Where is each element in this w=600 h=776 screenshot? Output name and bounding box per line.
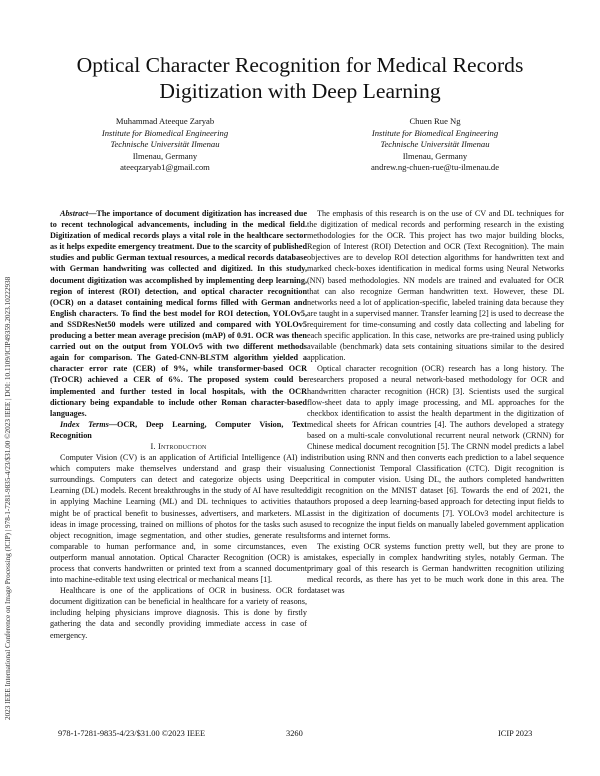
author-email: ateeqzaryab1@gmail.com	[120, 162, 210, 172]
paper-title: Optical Character Recognition for Medical Records Digitization with Deep Learning	[76, 53, 524, 103]
index-terms-text: —OCR, Deep Learning, Computer Vision, Text Recognition	[50, 419, 307, 440]
paragraph: Healthcare is one of the applications of OCR in business. OCR for document digitization can be beneficial in healthcare for a variety of reasons, including helping physicians improve diagnosis. This is done by firstly gathering the data and secondly providing immediate access in case of emergency.	[50, 586, 307, 640]
paragraph: The existing OCR systems function pretty well, but they are prone to mistakes, especially in complex handwriting styles, notably German. The primary goal of this research is German handwritten recognition utilizing medical records, as there has yet to be much work done in this area. The dataset was	[307, 541, 564, 596]
author-institute: Institute for Biomedical Engineering	[371, 127, 499, 138]
left-column	[50, 208, 307, 641]
index-terms	[50, 419, 307, 441]
abstract	[50, 208, 307, 419]
index-terms-lead: Index Terms	[60, 419, 109, 429]
author-name: Chuen Rue Ng	[409, 116, 461, 126]
right-column	[307, 208, 564, 596]
side-identifier	[2, 150, 16, 720]
section-heading: I. Introduction	[150, 441, 207, 451]
footer-conference: ICIP 2023	[498, 729, 533, 738]
paragraph: Computer Vision (CV) is an application of Artificial Intelligence (AI) in which computers make themselves understand and grasp their visual surroundings. Computers can detect and categorize objects using Deep Learning (DL) models. Recent breakthroughs in the study of AI have resulted in applying Machine Learning (ML) and DL techniques to activities that might be of practical benefit to businesses, advertisers, and marketers. ML ideas in image processing, trained on millions of photos for the tasks such as object recognition, image segmentation, and other studies, generate results comparable to human performance and, in some circumstances, even outperform manual annotation. Optical Character Recognition (OCR) is a process that converts handwritten or printed text from a scanned document into machine-editable text using electrical or mechanical means [1].	[50, 453, 307, 585]
author-block-2	[320, 116, 550, 174]
paragraph: Optical character recognition (OCR) research has a long history. The researchers proposed a neural network-based methodology for OCR and handwritten character recognition (HCR) [3]. Scientists used the surgical flow-sheet data to apply image processing, and ML approaches for the checkbox identification to assist the health department in the digitization of medical sheets for African countries [4]. The authors developed a strategy based on a multi-scale convolutional recurrent neural network (CRNN) for Chinese medical document recognition [5]. The CRNN model predicts a label distribution using RNN and then converts each prediction to a label sequence using Connectionist Temporal Classification (CTC). Digit recognition is critical in computer vision. Using DL, the authors completed handwritten digit recognition on the MNIST dataset [6]. Towards the end of 2021, the authors proposed a deep learning-based approach for detecting input fields to assist in the digitization of documents [7]. YOLOv3 model architecture is used to recognize the input fields on manually labeled government application forms and internet forms.	[307, 364, 564, 540]
footer-isbn: 978-1-7281-9835-4/23/$31.00 ©2023 IEEE	[58, 729, 206, 738]
footer-page-number: 3260	[286, 729, 303, 738]
author-location: Ilmenau, Germany	[402, 150, 468, 161]
author-location: Ilmenau, Germany	[132, 150, 198, 161]
author-university: Technische Universität Ilmenau	[110, 139, 220, 149]
author-university: Technische Universität Ilmenau	[380, 139, 490, 149]
abstract-text: —The importance of document digitization has increased due to recent technological advancements, including in the medical field. Digitization of medical records plays a vital role in the healthcare sector as it helps expedite emergency treatment. Due to the scarcity of published studies and public German textual resources, a medical records database with German handwriting was collected and digitized. In this study, document digitization was accomplished by implementing deep learning, region of interest (ROI) detection, and optical character recognition (OCR) on a dataset containing medical forms filled with German and English characters. To find the best model for ROI detection, YOLOv5, and SSDResNet50 models were utilized and compared with YOLOv5 producing a better mean average precision (mAP) of 0.91. OCR was then carried out on the output from YOLOv5 with two different methods again for comparison. The Gated-CNN-BLSTM algorithm yielded a character error rate (CER) of 9%, while transformer-based OCR (TrOCR) achieved a CER of 6%. The proposed system could be implemented and further tested in local hospitals, with the OCR dictionary being expandable to include other Roman character-based languages.	[50, 209, 307, 418]
author-institute: Institute for Biomedical Engineering	[101, 127, 229, 138]
author-email: andrew.ng-chuen-rue@tu-ilmenau.de	[370, 162, 500, 172]
side-identifier-text: 2023 IEEE International Conference on Image Processing (ICIP) | 978-1-7281-9835-4/23/$31.00 ©2023 IEEE | DOI: 10.1109/ICIP49359.2023.10222938	[4, 276, 12, 720]
paragraph: The emphasis of this research is on the use of CV and DL techniques for the digitization of medical records and performing research in the existing methodologies for the OCR. This project has two major building blocks, Region of Interest (ROI) Detection and OCR (Text Recognition). The main objectives are to develop ROI detection algorithms for handwritten text and marked check-boxes identification in medical forms using Neural Networks (NN) based methodologies. NN models are trained and evaluated for OCR that can also recognize German handwritten text. However, these DL networks need a lot of application-specific, labeled training data because they are taught in a supervised manner. Transfer learning [2] is used to decrease the requirement for time-consuming and costly data collecting and labeling for each specific application. In this case, networks are pre-trained using publicly available (benchmark) data sets containing situations similar to the desired application.	[307, 209, 564, 363]
author-block-1	[50, 116, 280, 174]
author-name: Muhammad Ateeque Zaryab	[115, 116, 215, 126]
abstract-lead: Abstract	[60, 209, 89, 218]
